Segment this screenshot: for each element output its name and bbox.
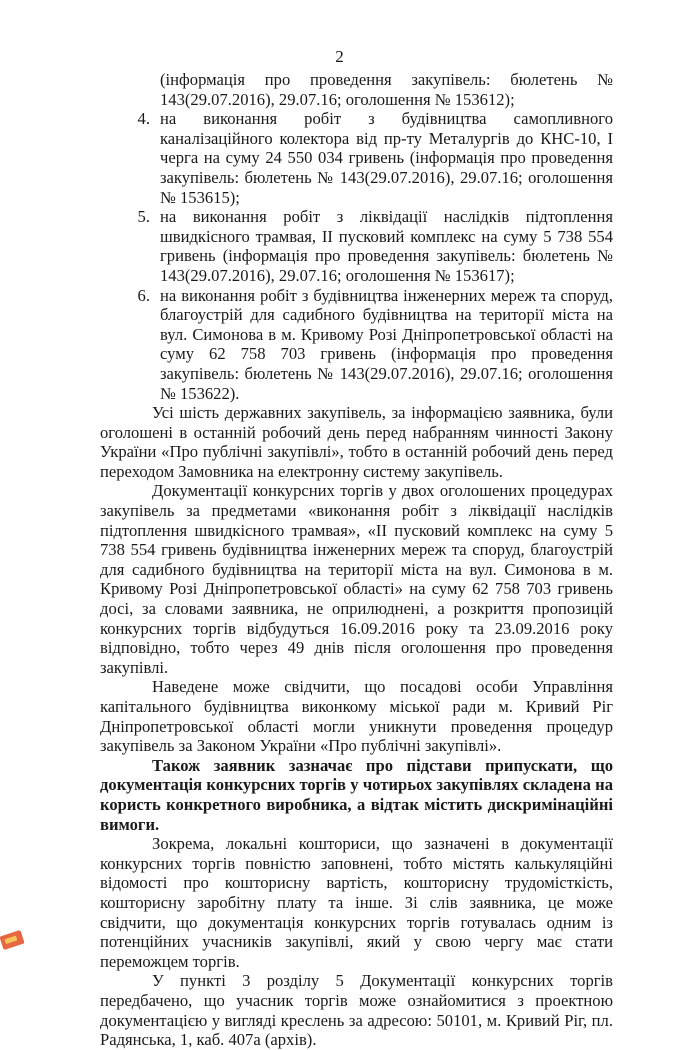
list-item-text: на виконання робіт з ліквідації наслідків підтоплення швидкісного трамвая, II пусковий комплекс на суму 5 738 554 гривень (інформація про проведення закупівель: бюлетень № 143(29.07.2016), 29.07.16; оголошення № 153617); (160, 207, 613, 285)
paragraph: Зокрема, локальні кошториси, що зазначені в документації конкурсних торгів повністю заповнені, тобто містять калькуляційні відомості про кошторисну вартість, кошторисну трудомісткість, кошторисну заробітну плату та інше. Зі слів заявника, це може свідчити, що документація конкурсних торгів готувалась одним із потенційних учасників закупівлі, який у свою чергу має стати переможцем торгів. (100, 834, 613, 971)
paragraph: Усі шість державних закупівель, за інформацією заявника, були оголошені в останній робочий день перед набранням чинності Закону України «Про публічні закупівлі», тобто в останній робочий день перед переходом Замовника на електронну систему закупівель. (100, 403, 613, 481)
bold-paragraph: Також заявник зазначає про підстави припускати, що документація конкурсних торгів у чотирьох закупівлях складена на користь конкретного виробника, а відтак містить дискримінаційні вимоги. (100, 755, 613, 834)
list-item (100, 109, 613, 207)
list-item-number: 6. (137, 285, 150, 305)
list-item-number: 5. (137, 207, 150, 227)
list-item-number: 4. (137, 109, 150, 129)
list-item-text: на виконання робіт з будівництва самопливного каналізаційного колектора від пр-ту Металургів до КНС-10, I черга на суму 24 550 034 гривень (інформація про проведення закупівель: бюлетень № 143(29.07.2016), 29.07.16; оголошення № 153615); (160, 109, 613, 207)
corner-logo-icon (0, 930, 25, 950)
list-item-text: на виконання робіт з будівництва інженерних мереж та споруд, благоустрій для садибного будівництва на території міста на вул. Симонова в м. Кривому Розі Дніпропетровської області на суму 62 758 703 гривень (інформація про проведення закупівель: бюлетень № 143(29.07.2016), 29.07.16; оголошення № 153622). (160, 285, 613, 403)
list-item (100, 207, 613, 285)
page-number: 2 (335, 47, 344, 66)
paragraph: Наведене може свідчити, що посадові особи Управління капітального будівництва виконкому міської ради м. Кривий Ріг Дніпропетровської області могли уникнути проведення процедур закупівель за Законом України «Про публічні закупівлі». (100, 677, 613, 756)
list-continuation: (інформація про проведення закупівель: бюлетень № 143(29.07.2016), 29.07.16; оголошення № 153612); (160, 70, 613, 109)
paragraph: У пункті 3 розділу 5 Документації конкурсних торгів передбачено, що учасник торгів може ознайомитися з проектною документацією у вигляді креслень за адресою: 50101, м. Кривий Ріг, пл. Радянська, 1, каб. 407а (архів). (100, 971, 613, 1050)
document-body (100, 70, 613, 1050)
paragraph: Документації конкурсних торгів у двох оголошених процедурах закупівель за предметами «виконання робіт з ліквідації наслідків підтоплення швидкісного трамвая», «II пусковий комплекс на суму 5 738 554 гривень будівництва інженерних мереж та споруд, благоустрій для садибного будівництва на території міста на вул. Симонова в м. Кривому Розі Дніпропетровської області» на суму 62 758 703 гривень досі, за словами заявника, не оприлюднені, а розкриття пропозицій конкурсних торгів відбудуться 16.09.2016 року та 23.09.2016 року відповідно, тобто через 49 днів після оголошення про проведення закупівлі. (100, 481, 613, 677)
list-item (100, 286, 613, 404)
